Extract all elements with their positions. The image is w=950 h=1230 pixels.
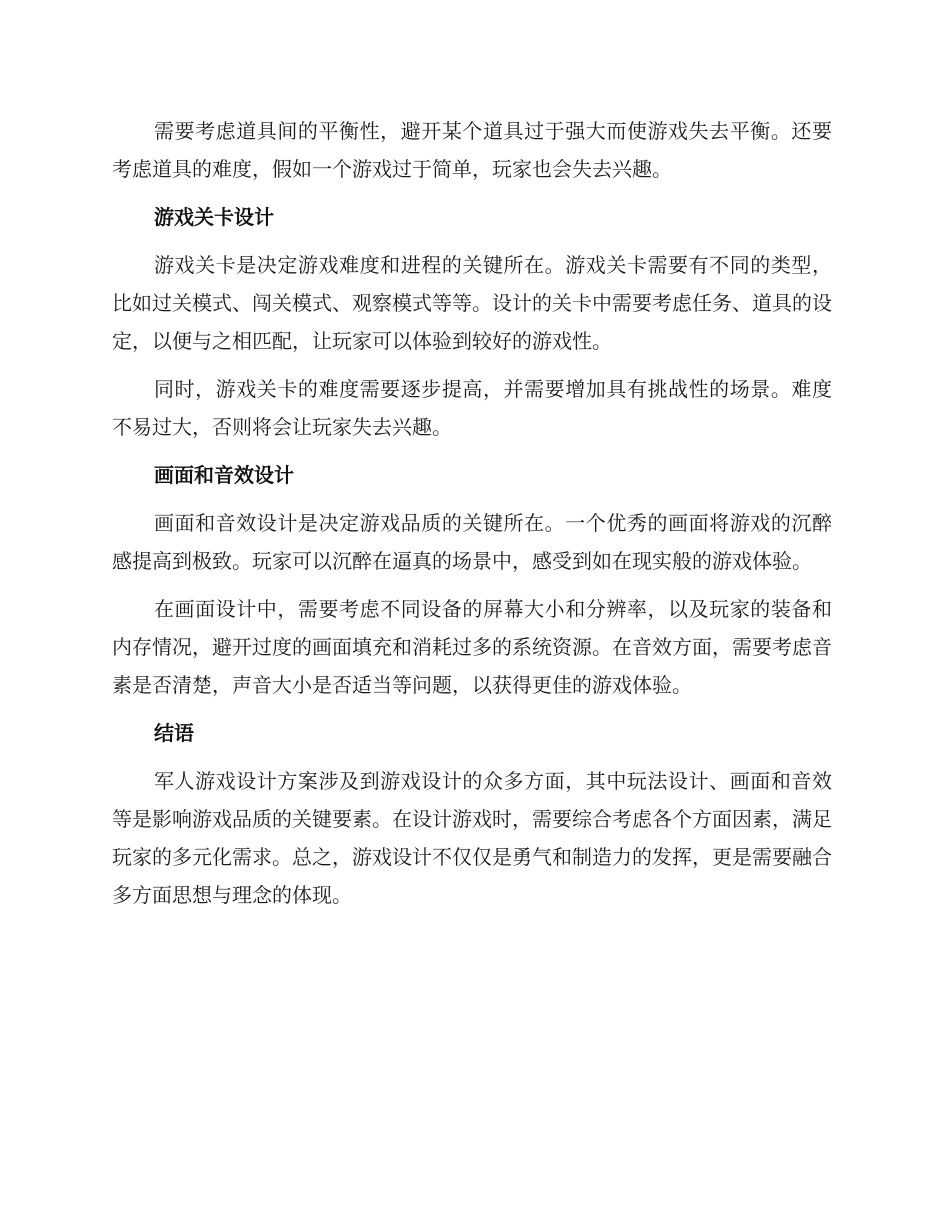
section-heading-conclusion: 结语 <box>154 721 194 745</box>
section-heading-level-design: 游戏关卡设计 <box>154 205 274 229</box>
paragraph-item-graphics-quality: 画面和音效设计是决定游戏品质的关键所在。一个优秀的画面将游戏的沉醉感提高到极致。玩家可以沉醉在逼真的场景中，感受到如在现实般的游戏体验。 <box>112 511 832 573</box>
section-heading-graphics-audio: 画面和音效设计 <box>154 463 294 487</box>
paragraph-item-conclusion: 军人游戏设计方案涉及到游戏设计的众多方面，其中玩法设计、画面和音效等是影响游戏品质的关键要素。在设计游戏时，需要综合考虑各个方面因素，满足玩家的多元化需求。总之，游戏设计不仅仅是勇气和制造力的发挥，更是需要融合多方面思想与理念的体现。 <box>112 769 832 907</box>
paragraph-item-balance: 需要考虑道具间的平衡性，避开某个道具过于强大而使游戏失去平衡。还要考虑道具的难度，假如一个游戏过于简单，玩家也会失去兴趣。 <box>112 119 832 181</box>
document-page <box>112 112 832 924</box>
paragraph-item-level-difficulty: 同时，游戏关卡的难度需要逐步提高，并需要增加具有挑战性的场景。难度不易过大，否则将会让玩家失去兴趣。 <box>112 377 832 439</box>
paragraph-item-level-types: 游戏关卡是决定游戏难度和进程的关键所在。游戏关卡需要有不同的类型，比如过关模式、闯关模式、观察模式等等。设计的关卡中需要考虑任务、道具的设定，以便与之相匹配，让玩家可以体验到较好的游戏性。 <box>112 253 832 353</box>
paragraph-item-graphics-audio-details: 在画面设计中，需要考虑不同设备的屏幕大小和分辨率，以及玩家的装备和内存情况，避开过度的画面填充和消耗过多的系统资源。在音效方面，需要考虑音素是否清楚，声音大小是否适当等问题，以获得更佳的游戏体验。 <box>112 597 832 697</box>
